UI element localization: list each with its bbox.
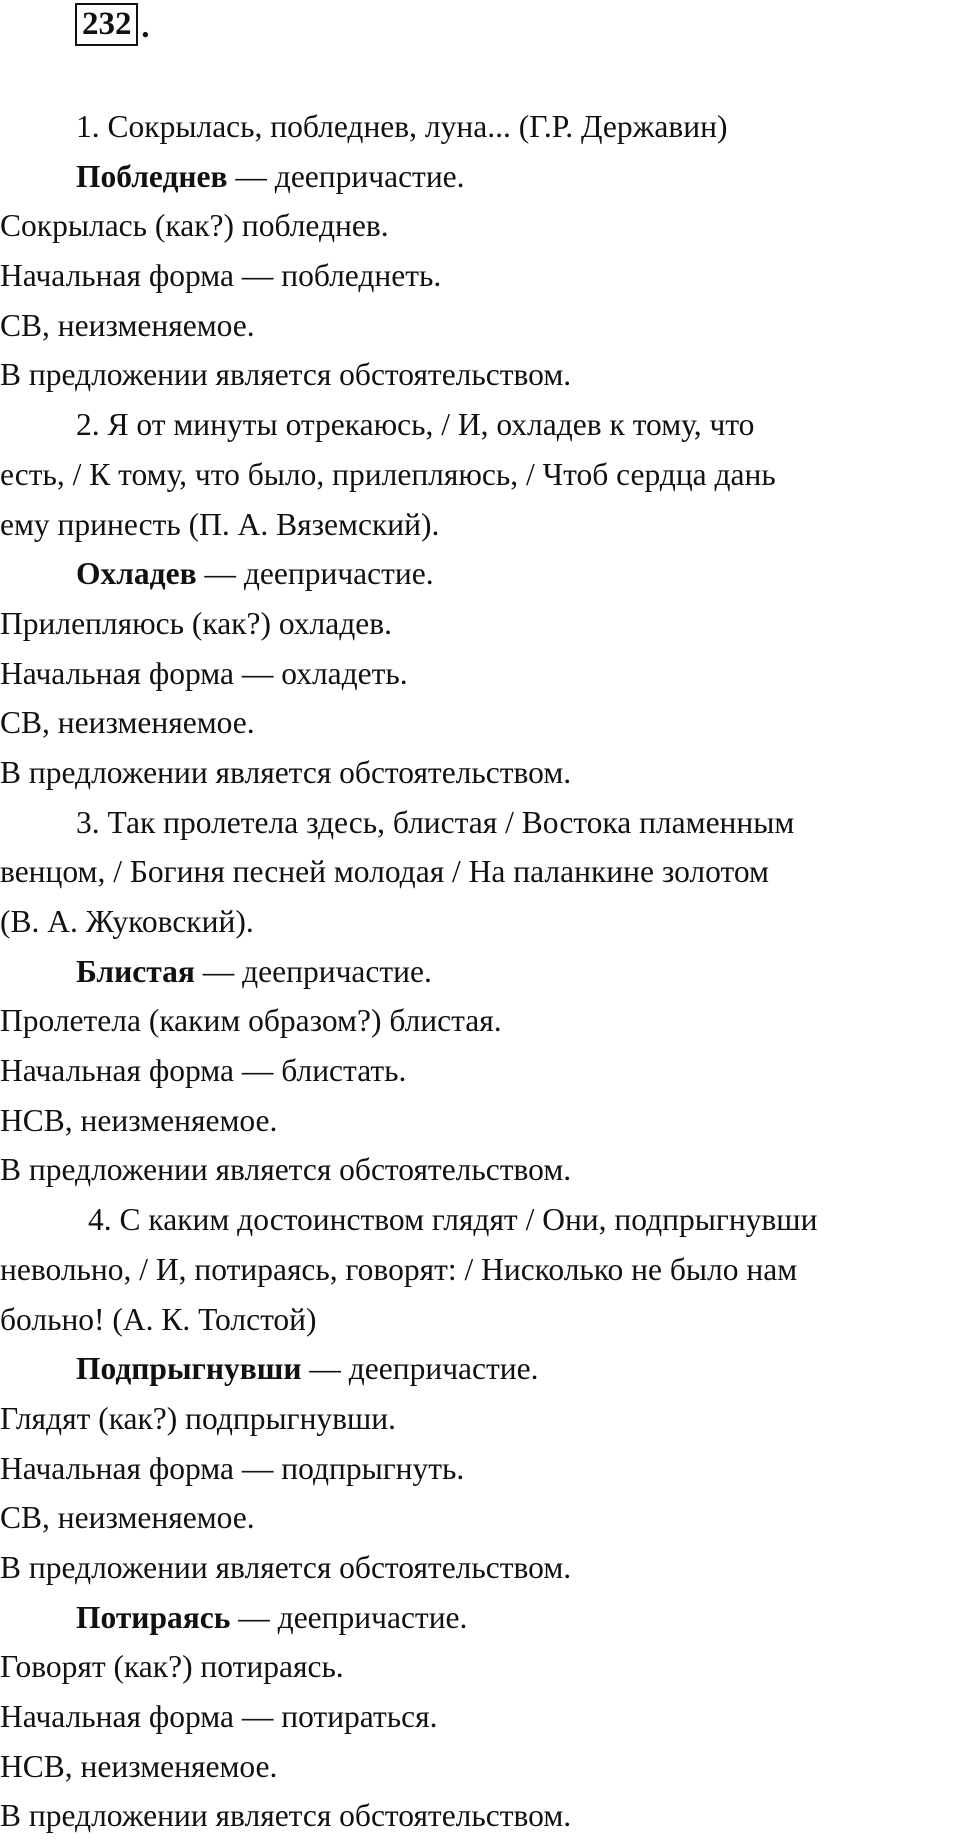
analysis-line: Начальная форма — побледнеть. <box>0 258 442 294</box>
analysis-line: В предложении является обстоятельством. <box>0 754 572 790</box>
analysis-line: НСВ, неизменяемое. <box>0 1748 278 1784</box>
sentence-line: 1. Сокрылась, побледнев, луна... (Г.Р. Державин) <box>76 109 728 144</box>
analysis-term: Потираясь <box>76 1599 231 1635</box>
analysis-line: В предложении является обстоятельством. <box>0 1798 572 1834</box>
sentence-line: невольно, / И, потираясь, говорят: / Нисколько не было нам <box>0 1251 798 1287</box>
analysis-heading <box>0 1344 960 1394</box>
analysis-heading <box>0 947 960 997</box>
analysis-line: Начальная форма — потираться. <box>0 1699 438 1734</box>
analysis-pos: — деепричастие. <box>230 1599 468 1635</box>
analysis-term: Блистая <box>76 953 195 989</box>
analysis-line: В предложении является обстоятельством. <box>0 1152 572 1188</box>
exercise-number-dot: . <box>141 9 150 45</box>
analysis-line: Начальная форма — блистать. <box>0 1053 407 1089</box>
sentence-line: больно! (А. К. Толстой) <box>0 1301 317 1337</box>
analysis-line: Глядят (как?) подпрыгнувши. <box>0 1400 397 1436</box>
analysis-line: Прилепляюсь (как?) охладев. <box>0 605 392 641</box>
analysis-line: В предложении является обстоятельством. <box>0 1549 572 1585</box>
sentence-line: венцом, / Богиня песней молодая / На паланкине золотом <box>0 854 769 890</box>
exercise-number-text: 232 <box>82 6 132 42</box>
analysis-heading <box>0 1593 960 1643</box>
sentence-line: 2. Я от минуты отрекаюсь, / И, охладев к тому, что <box>76 407 755 443</box>
sentence-line: есть, / К тому, что было, прилепляюсь, / Чтоб сердца дань <box>0 456 776 492</box>
analysis-pos: — деепричастие. <box>196 556 434 592</box>
analysis-pos: — деепричастие. <box>194 953 432 989</box>
exercise-number <box>75 3 150 46</box>
analysis-heading <box>0 152 960 202</box>
analysis-term: Подпрыгнувши <box>76 1351 302 1387</box>
sentence-line: ему принесть (П. А. Вяземский). <box>0 506 440 542</box>
sentence-line: 4. С каким достоинством глядят / Они, подпрыгнувши <box>88 1202 818 1238</box>
analysis-line: СВ, неизменяемое. <box>0 705 255 741</box>
sentence-line: 3. Так пролетела здесь, блистая / Востока пламенным <box>76 804 795 840</box>
analysis-line: НСВ, неизменяемое. <box>0 1102 278 1138</box>
analysis-line: СВ, неизменяемое. <box>0 1500 255 1536</box>
analysis-heading <box>0 549 960 599</box>
analysis-line: Пролетела (каким образом?) блистая. <box>0 1003 502 1039</box>
analysis-term: Побледнев <box>76 158 228 194</box>
analysis-line: Начальная форма — подпрыгнуть. <box>0 1450 465 1486</box>
analysis-pos: — деепричастие. <box>301 1351 539 1387</box>
analysis-line: Начальная форма — охладеть. <box>0 655 408 691</box>
analysis-line: В предложении является обстоятельством. <box>0 357 572 393</box>
analysis-term: Охладев <box>76 556 197 592</box>
analysis-pos: — деепричастие. <box>227 158 465 194</box>
solution-text <box>0 102 960 1841</box>
sentence-line: (В. А. Жуковский). <box>0 904 254 939</box>
analysis-line: Говорят (как?) потираясь. <box>0 1649 344 1685</box>
analysis-line: Сокрылась (как?) побледнев. <box>0 208 389 244</box>
analysis-line: СВ, неизменяемое. <box>0 307 255 343</box>
